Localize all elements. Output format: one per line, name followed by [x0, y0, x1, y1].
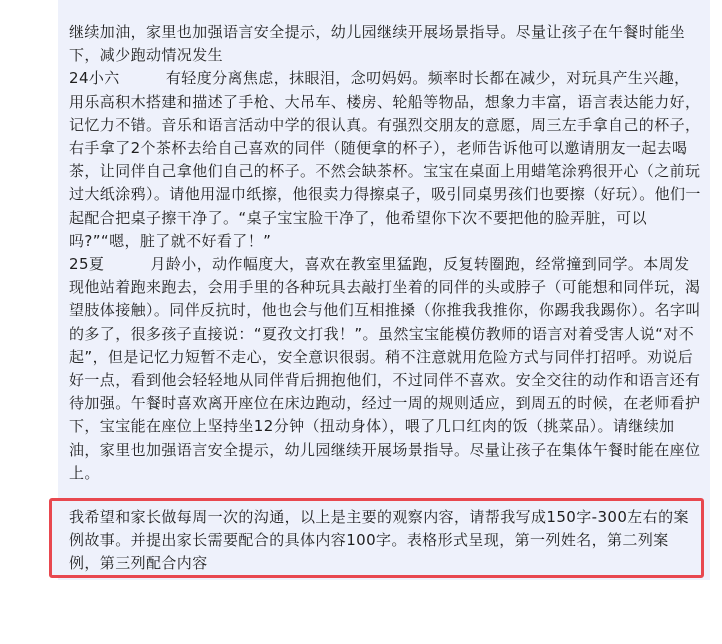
message-paragraph: 继续加油，家里也加强语言安全提示，幼儿园继续开展场景指导。尽量让孩子在午餐时能坐下，减少跑动情况发生 — [69, 23, 686, 65]
prompt-text: 我希望和家长做每周一次的沟通，以上是主要的观察内容，请帮我写成150字-300左右的案例故事。并提出家长需要配合的具体内容100字。表格形式呈现，第一列姓名，第二列案例，第三列配合内容 — [69, 508, 689, 573]
message-paragraph: 24小六 有轻度分离焦虑，抹眼泪，念叨妈妈。频率时长都在减少，对玩具产生兴趣，用乐高积木搭建和描述了手枪、大吊车、楼房、轮船等物品，想象力丰富，语言表达能力好，记忆力不错。音乐和语言活动中学的很认真。有强烈交朋友的意愿，周三左手拿自己的杯子，右手拿了2个茶杯去给自己喜欢的同伴（随便拿的杯子），老师告诉他可以邀请朋友一起去喝茶，让同伴自己拿他们自己的杯子。不然会缺茶杯。宝宝在桌面上用蜡笔涂鸦很开心（之前玩过大纸涂鸦）。请他用湿巾纸擦，他很卖力得擦桌子，吸引同桌男孩们也要擦（好玩）。他们一起配合把桌子擦干净了。“桌子宝宝脸干净了，他希望你下次不要把他的脸弄脏，可以吗?”“嗯，脏了就不好看了！” — [69, 69, 701, 250]
message-body — [69, 21, 701, 499]
message-paragraph: 25夏 月龄小，动作幅度大，喜欢在教室里猛跑，反复转圈跑，经常撞到同学。本周发现他站着跑来跑去，会用手里的各种玩具去敲打坐着的同伴的头或脖子（可能想和同伴玩，渴望肢体接触）。同伴反抗时，他也会与他们互相推搡（你推我我推你，你踢我我踢你）。名字叫的多了，很多孩子直接说：“夏孜文打我！”。虽然宝宝能模仿教师的语言对着受害人说“对不起”，但是记忆力短暂不走心，安全意识很弱。稍不注意就用危险方式与同伴打招呼。劝说后好一点，看到他会轻轻地从同伴背后拥抱他们，不过同伴不喜欢。安全交往的动作和语言还有待加强。午餐时喜欢离开座位在床边跑动，经过一周的规则适应，到周五的时候，在老师看护下，宝宝能在座位上坚持坐12分钟（扭动身体），喂了几口红肉的饭（挑菜品）。请继续加油，家里也加强语言安全提示，幼儿园继续开展场景指导。尽量让孩子在集体午餐时能在座位上。 — [69, 255, 701, 482]
